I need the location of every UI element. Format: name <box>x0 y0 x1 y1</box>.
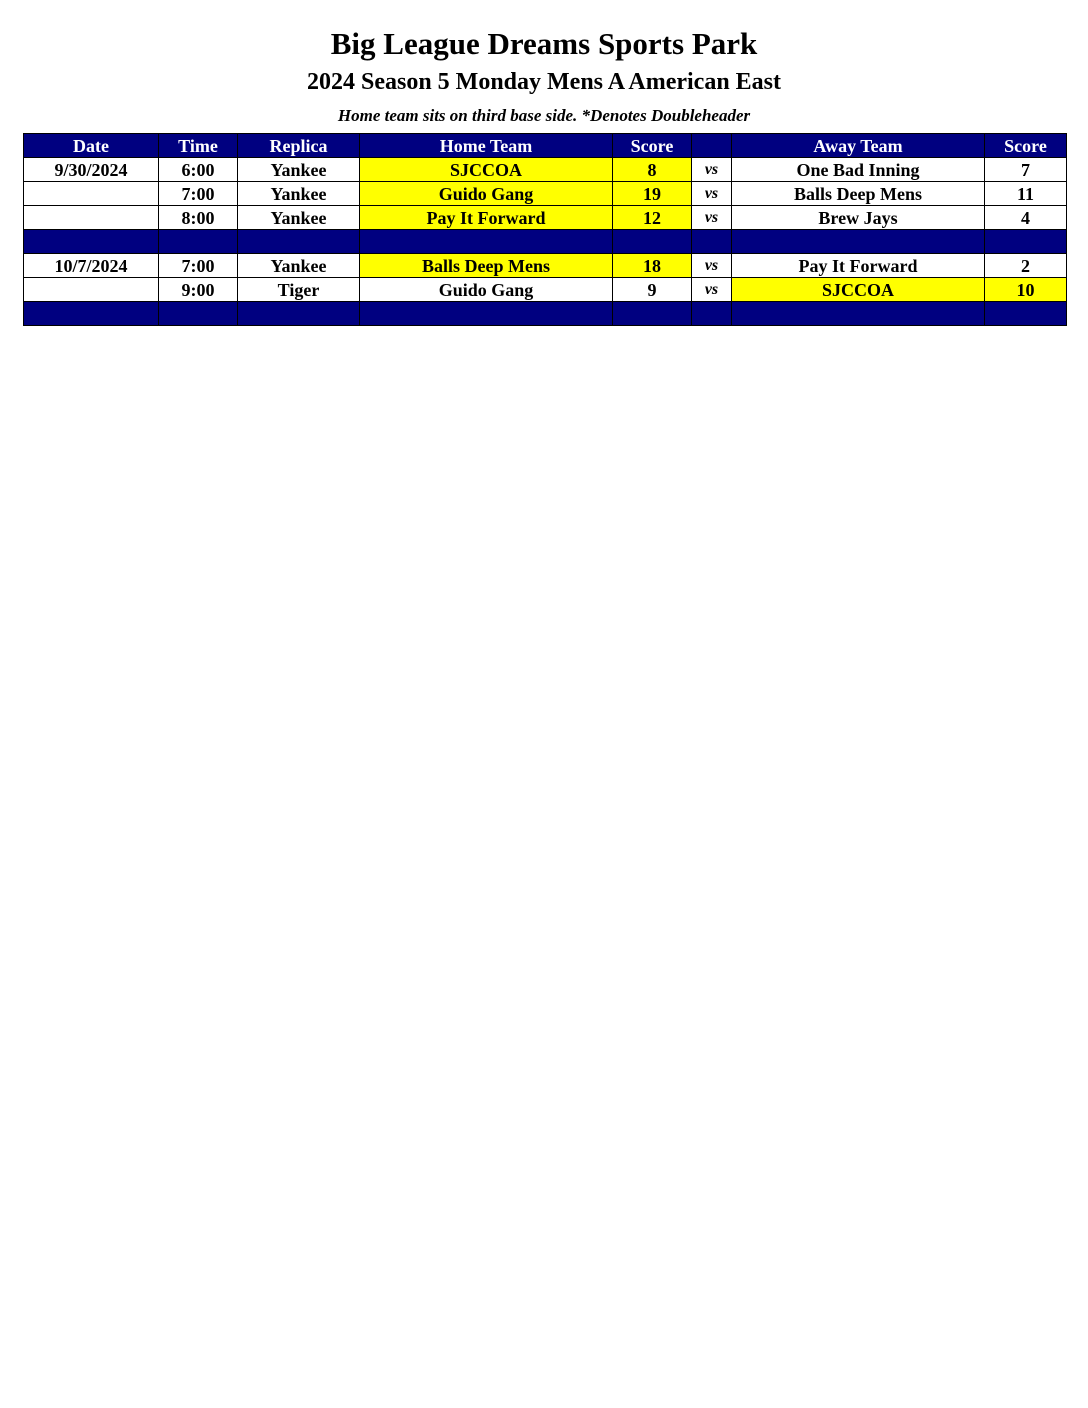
separator-cell <box>238 302 360 326</box>
replica-cell: Yankee <box>238 182 360 206</box>
away-score-cell: 10 <box>985 278 1067 302</box>
column-header-home-score: Score <box>613 134 692 158</box>
date-cell: 10/7/2024 <box>24 254 159 278</box>
table-header-row <box>24 134 1067 158</box>
date-cell <box>24 206 159 230</box>
vs-cell: vs <box>692 206 732 230</box>
away-team-cell: One Bad Inning <box>732 158 985 182</box>
column-header-date: Date <box>24 134 159 158</box>
separator-cell <box>732 302 985 326</box>
time-cell: 7:00 <box>159 254 238 278</box>
table-row <box>24 254 1067 278</box>
time-cell: 8:00 <box>159 206 238 230</box>
replica-cell: Yankee <box>238 206 360 230</box>
column-header-time: Time <box>159 134 238 158</box>
home-team-cell: Pay It Forward <box>360 206 613 230</box>
vs-cell: vs <box>692 158 732 182</box>
vs-cell: vs <box>692 254 732 278</box>
separator-cell <box>24 230 159 254</box>
home-score-cell: 8 <box>613 158 692 182</box>
page-subtitle: 2024 Season 5 Monday Mens A American East <box>306 69 782 95</box>
home-team-cell: Guido Gang <box>360 182 613 206</box>
separator-row <box>24 230 1067 254</box>
separator-cell <box>159 230 238 254</box>
vs-cell: vs <box>692 278 732 302</box>
home-score-cell: 9 <box>613 278 692 302</box>
separator-cell <box>613 230 692 254</box>
away-team-cell: Pay It Forward <box>732 254 985 278</box>
date-cell <box>24 278 159 302</box>
separator-cell <box>360 230 613 254</box>
separator-cell <box>159 302 238 326</box>
separator-cell <box>24 302 159 326</box>
table-row <box>24 182 1067 206</box>
column-header-vs <box>692 134 732 158</box>
table-row <box>24 278 1067 302</box>
date-cell <box>24 182 159 206</box>
away-team-cell: SJCCOA <box>732 278 985 302</box>
home-team-cell: Balls Deep Mens <box>360 254 613 278</box>
away-score-cell: 11 <box>985 182 1067 206</box>
table-row <box>24 158 1067 182</box>
separator-row <box>24 302 1067 326</box>
column-header-away-team: Away Team <box>732 134 985 158</box>
column-header-away-score: Score <box>985 134 1067 158</box>
home-team-cell: Guido Gang <box>360 278 613 302</box>
separator-cell <box>985 230 1067 254</box>
vs-cell: vs <box>692 182 732 206</box>
table-row <box>24 206 1067 230</box>
separator-cell <box>613 302 692 326</box>
schedule-table <box>23 133 1067 326</box>
separator-cell <box>360 302 613 326</box>
home-team-note: Home team sits on third base side. *Denotes Doubleheader <box>337 106 751 125</box>
replica-cell: Tiger <box>238 278 360 302</box>
away-score-cell: 2 <box>985 254 1067 278</box>
separator-cell <box>238 230 360 254</box>
separator-cell <box>692 302 732 326</box>
column-header-replica: Replica <box>238 134 360 158</box>
replica-cell: Yankee <box>238 254 360 278</box>
home-score-cell: 19 <box>613 182 692 206</box>
away-team-cell: Balls Deep Mens <box>732 182 985 206</box>
column-header-home-team: Home Team <box>360 134 613 158</box>
home-score-cell: 18 <box>613 254 692 278</box>
home-score-cell: 12 <box>613 206 692 230</box>
away-score-cell: 7 <box>985 158 1067 182</box>
separator-cell <box>692 230 732 254</box>
away-team-cell: Brew Jays <box>732 206 985 230</box>
time-cell: 9:00 <box>159 278 238 302</box>
separator-cell <box>985 302 1067 326</box>
page-title: Big League Dreams Sports Park <box>330 26 758 61</box>
away-score-cell: 4 <box>985 206 1067 230</box>
schedule-body <box>24 158 1067 326</box>
time-cell: 7:00 <box>159 182 238 206</box>
time-cell: 6:00 <box>159 158 238 182</box>
date-cell: 9/30/2024 <box>24 158 159 182</box>
home-team-cell: SJCCOA <box>360 158 613 182</box>
separator-cell <box>732 230 985 254</box>
replica-cell: Yankee <box>238 158 360 182</box>
